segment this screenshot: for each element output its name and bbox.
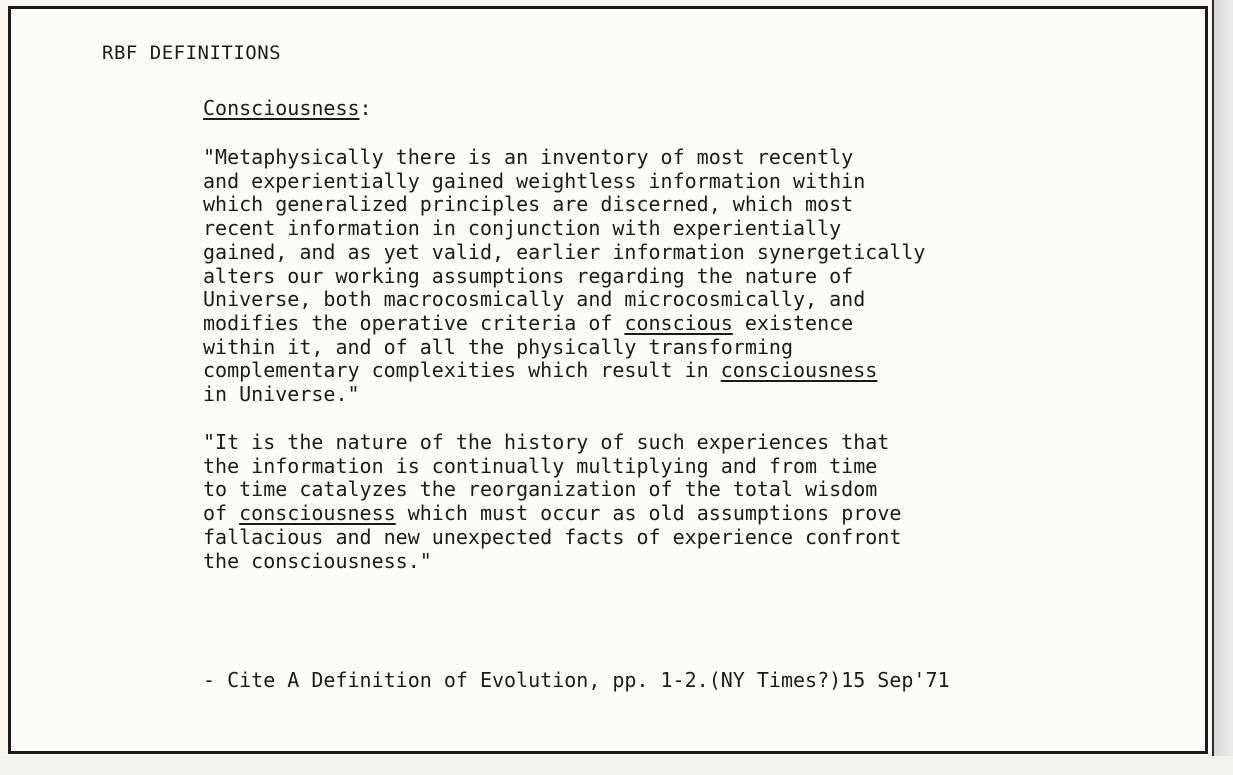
citation: - Cite A Definition of Evolution, pp. 1-2.(NY Times?)15 Sep'71 [203, 668, 950, 692]
page-edge [1212, 0, 1233, 775]
text-span: modifies the operative criteria of [203, 310, 625, 335]
text-line: the information is continually multiplying and from time [203, 453, 878, 478]
underlined-word: consciousness [239, 501, 396, 526]
bottom-strip [0, 756, 1233, 775]
text-line: alters our working assumptions regarding the nature of [203, 263, 854, 288]
text-line: and experientially gained weightless information within [203, 168, 866, 193]
term-title-colon: : [359, 96, 372, 120]
term-title [203, 96, 372, 120]
text-span: complementary complexities which result in [203, 358, 721, 383]
term-title-text: Consciousness [203, 96, 360, 120]
card-heading: RBF DEFINITIONS [102, 42, 282, 64]
text-line: fallacious and new unexpected facts of experience confront [203, 524, 902, 549]
text-span: of [203, 501, 240, 526]
text-line: in Universe." [203, 382, 360, 407]
text-line: recent information in conjunction with experientially [203, 216, 842, 241]
text-span: existence [732, 310, 854, 335]
text-line: gained, and as yet valid, earlier information synergetically [203, 239, 926, 264]
text-line: to time catalyzes the reorganization of the total wisdom [203, 477, 878, 502]
text-line [203, 359, 1083, 383]
text-line [203, 312, 1083, 336]
underlined-word: conscious [624, 310, 733, 335]
text-line: which generalized principles are discerned, which most [203, 192, 854, 217]
text-line [203, 502, 1083, 526]
text-span: which must occur as old assumptions prove [395, 501, 902, 526]
definition-paragraph-1 [203, 146, 1083, 407]
text-line: the consciousness." [203, 548, 432, 573]
text-line: Universe, both macrocosmically and microcosmically, and [203, 287, 866, 312]
text-line: "Metaphysically there is an inventory of most recently [203, 145, 854, 169]
definition-paragraph-2 [203, 431, 1083, 573]
text-line: "It is the nature of the history of such experiences that [203, 430, 890, 454]
text-line: within it, and of all the physically transforming [203, 334, 794, 359]
underlined-word: consciousness [720, 358, 878, 383]
